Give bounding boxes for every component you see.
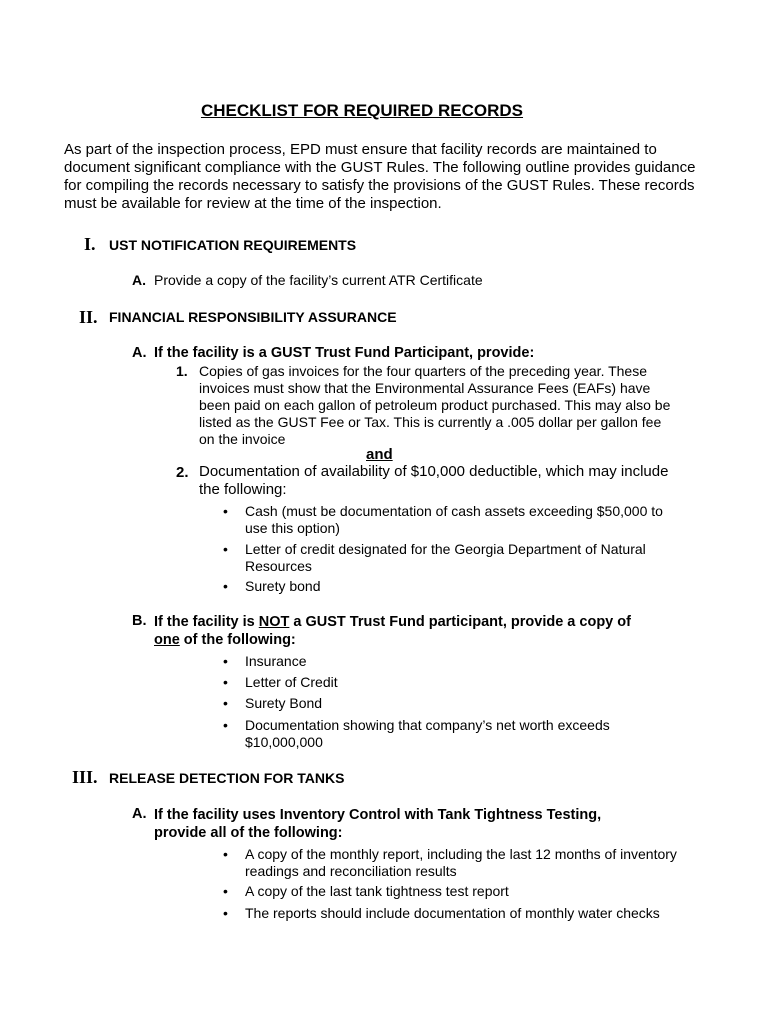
item-text: Provide a copy of the facility’s current ATR Certificate: [154, 272, 483, 288]
section-title: UST NOTIFICATION REQUIREMENTS: [109, 237, 357, 253]
intro-line: for compiling the records necessary to satisfy the provisions of the GUST Rules. These records: [64, 177, 695, 194]
bullet-item: The reports should include documentation of monthly water checks: [245, 905, 660, 921]
bullet-icon: •: [223, 905, 228, 921]
section-number: I.: [84, 234, 96, 254]
text-line: Cash (must be documentation of cash assets exceeding $50,000 to: [245, 503, 663, 519]
text-line: been paid on each gallon of petroleum product purchased. This may also be: [199, 397, 671, 413]
text-line: Surety bond: [245, 578, 321, 594]
bullet-icon: •: [223, 578, 228, 594]
item-label: A.: [132, 806, 147, 822]
text-line: Resources: [245, 558, 312, 574]
bullet-item: Letter of Credit: [245, 674, 338, 690]
bullet-item: Insurance: [245, 653, 307, 669]
intro-line: document significant compliance with the GUST Rules. The following outline provides guidance: [64, 159, 696, 176]
bullet-icon: •: [223, 717, 228, 733]
bullet-item: Surety Bond: [245, 695, 323, 711]
text-line: use this option): [245, 520, 340, 536]
list-item-text: [199, 463, 668, 499]
item-label: B.: [132, 613, 147, 629]
bullet-item: A copy of the last tank tightness test report: [245, 883, 509, 899]
text-line: Documentation showing that company’s net worth exceeds: [245, 717, 610, 733]
item-heading: [154, 806, 601, 842]
bullet-item: [245, 717, 610, 751]
intro-paragraph: [64, 141, 744, 213]
section-number: III.: [72, 767, 98, 787]
heading-fragment: a GUST Trust Fund participant, provide a copy of: [289, 614, 631, 630]
text-line: readings and reconciliation results: [245, 863, 457, 879]
bullet-item: [245, 541, 646, 575]
bullet-icon: •: [223, 653, 228, 669]
text-line: If the facility uses Inventory Control with Tank Tightness Testing,: [154, 807, 602, 823]
text-line: Documentation of availability of $10,000 deductible, which may include: [199, 463, 669, 480]
bullet-icon: •: [223, 541, 228, 557]
text-line: on the invoice: [199, 431, 286, 447]
text-line: invoices must show that the Environmental Assurance Fees (EAFs) have: [199, 380, 651, 396]
bullet-item: [245, 578, 321, 595]
text-line: provide all of the following:: [154, 825, 343, 841]
section-title: RELEASE DETECTION FOR TANKS: [109, 770, 345, 786]
heading-fragment: If the facility is: [154, 614, 259, 630]
bullet-icon: •: [223, 503, 228, 519]
bullet-icon: •: [223, 883, 228, 899]
section-number: II.: [79, 307, 98, 327]
text-line: [154, 631, 631, 649]
bullet-item: [245, 846, 677, 880]
page-title: CHECKLIST FOR REQUIRED RECORDS: [200, 101, 524, 120]
text-line: listed as the GUST Fee or Tax. This is currently a .005 dollar per gallon fee: [199, 414, 662, 430]
bullet-icon: •: [223, 695, 228, 711]
one-emphasis: one: [154, 632, 180, 648]
item-heading: [154, 613, 631, 649]
list-number: 1.: [176, 363, 188, 379]
item-heading: If the facility is a GUST Trust Fund Participant, provide:: [154, 345, 535, 361]
text-line: Copies of gas invoices for the four quarters of the preceding year. These: [199, 363, 647, 379]
item-label: A.: [132, 272, 146, 288]
intro-line: As part of the inspection process, EPD must ensure that facility records are maintained to: [64, 141, 657, 158]
section-title: FINANCIAL RESPONSIBILITY ASSURANCE: [109, 309, 397, 325]
bullet-item: [245, 503, 663, 537]
list-number: 2.: [176, 464, 189, 481]
list-item-text: [199, 363, 670, 448]
text-line: the following:: [199, 481, 287, 498]
and-connector: and: [366, 446, 393, 463]
text-line: Letter of credit designated for the Georgia Department of Natural: [245, 541, 646, 557]
not-emphasis: NOT: [258, 614, 290, 630]
bullet-icon: •: [223, 674, 228, 690]
intro-line: must be available for review at the time of the inspection.: [64, 195, 442, 212]
item-label: A.: [132, 345, 147, 361]
bullet-icon: •: [223, 846, 228, 862]
text-line: $10,000,000: [245, 734, 323, 750]
text-line: A copy of the monthly report, including the last 12 months of inventory: [245, 846, 677, 862]
heading-fragment: of the following:: [179, 632, 296, 648]
text-line: [154, 613, 631, 631]
